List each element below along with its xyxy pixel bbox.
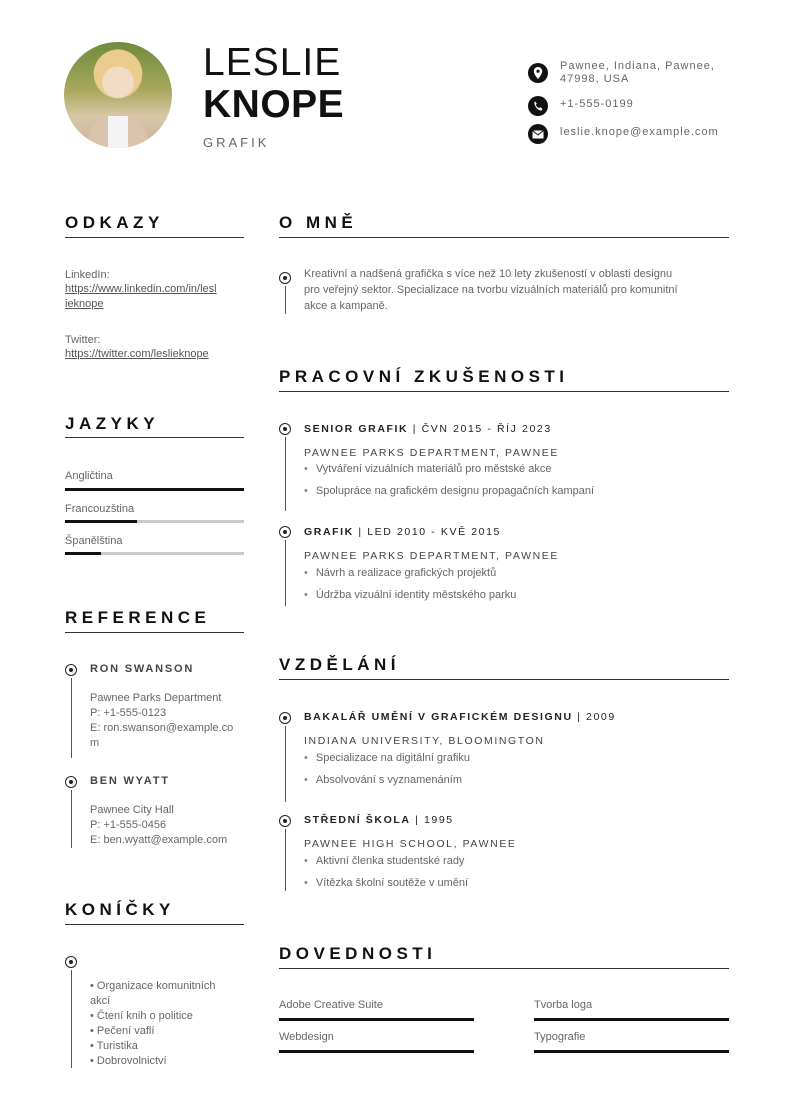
language-name: Španělština — [65, 535, 123, 547]
hobby-item: • Čtení knih o politice — [90, 1010, 193, 1022]
education-title-text: STŘEDNÍ ŠKOLA — [304, 814, 411, 826]
hobby-item: • Turistika — [90, 1040, 138, 1052]
timeline-dot — [279, 272, 291, 284]
language-name: Francouzština — [65, 503, 135, 515]
job-title — [304, 526, 501, 538]
experience-rule — [279, 391, 729, 392]
about-heading: O MNĚ — [279, 213, 358, 232]
skill-bar — [279, 1050, 474, 1053]
timeline-dot — [65, 776, 77, 788]
twitter-label: Twitter: — [65, 334, 101, 346]
timeline-line — [71, 970, 72, 1068]
phone-icon — [528, 96, 548, 116]
education-bullet: • Aktivní členka studentské rady — [304, 855, 464, 867]
about-rule — [279, 237, 729, 238]
job-title-text: GRAFIK — [304, 526, 354, 538]
job-bullet: • Návrh a realizace grafických projektů — [304, 567, 496, 579]
job-bullet: • Spolupráce na grafickém designu propagačních kampaní — [304, 485, 594, 497]
timeline-dot — [279, 423, 291, 435]
skill-name: Tvorba loga — [534, 999, 593, 1011]
education-title — [304, 711, 616, 723]
profile-photo — [64, 42, 172, 148]
education-bullet: • Specializace na digitální grafiku — [304, 752, 470, 764]
experience-heading: PRACOVNÍ ZKUŠENOSTI — [279, 367, 569, 386]
reference-org: Pawnee City Hall — [90, 804, 174, 816]
reference-email: E: ron.swanson@example.co — [90, 722, 234, 734]
timeline-dot — [279, 712, 291, 724]
hobbies-rule — [65, 924, 244, 925]
skill-bar — [279, 1018, 474, 1021]
job-bullet: • Údržba vizuální identity městského parku — [304, 589, 516, 601]
hobbies-heading: KONÍČKY — [65, 900, 175, 919]
timeline-line — [285, 829, 286, 891]
timeline-line — [285, 726, 286, 802]
contact-phone: +1-555-0199 — [560, 98, 634, 110]
job-title-text: SENIOR GRAFIK — [304, 423, 409, 435]
education-org: INDIANA UNIVERSITY, BLOOMINGTON — [304, 735, 545, 747]
language-name: Angličtina — [65, 470, 113, 482]
timeline-dot — [65, 664, 77, 676]
job-org: PAWNEE PARKS DEPARTMENT, PAWNEE — [304, 447, 559, 459]
email-icon — [528, 124, 548, 144]
job-role: GRAFIK — [203, 135, 270, 150]
skills-heading: DOVEDNOSTI — [279, 944, 437, 963]
contact-address: Pawnee, Indiana, Pawnee, 47998, USA — [560, 60, 715, 85]
skill-name: Adobe Creative Suite — [279, 999, 383, 1011]
hobby-item: akcí — [90, 995, 111, 1007]
education-title-text: BAKALÁŘ UMĚNÍ V GRAFICKÉM DESIGNU — [304, 711, 573, 723]
skill-name: Webdesign — [279, 1031, 334, 1043]
twitter-link[interactable]: https://twitter.com/leslieknope — [65, 348, 209, 360]
language-bar — [65, 488, 244, 491]
skills-rule — [279, 968, 729, 969]
language-bar — [65, 520, 244, 523]
languages-heading: JAZYKY — [65, 414, 160, 433]
timeline-dot — [279, 815, 291, 827]
contact-email: leslie.knope@example.com — [560, 126, 719, 138]
skill-bar — [534, 1050, 729, 1053]
last-name: KNOPE — [203, 83, 345, 126]
education-bullet: • Absolvování s vyznamenáním — [304, 774, 462, 786]
job-dates: | LED 2010 - KVĚ 2015 — [358, 526, 501, 538]
linkedin-label: LinkedIn: — [65, 269, 110, 281]
timeline-line — [71, 790, 72, 848]
timeline-line — [285, 540, 286, 606]
location-pin-icon — [528, 63, 548, 83]
job-dates: | ČVN 2015 - ŘÍJ 2023 — [412, 423, 552, 435]
reference-phone: P: +1-555-0456 — [90, 819, 167, 831]
education-rule — [279, 679, 729, 680]
skill-bar — [534, 1018, 729, 1021]
hobby-item: • Pečení vaflí — [90, 1025, 155, 1037]
first-name: LESLIE — [203, 41, 342, 84]
reference-name: RON SWANSON — [90, 663, 195, 675]
timeline-dot — [279, 526, 291, 538]
education-title — [304, 814, 454, 826]
education-org: PAWNEE HIGH SCHOOL, PAWNEE — [304, 838, 517, 850]
reference-phone: P: +1-555-0123 — [90, 707, 167, 719]
job-org: PAWNEE PARKS DEPARTMENT, PAWNEE — [304, 550, 559, 562]
education-dates: | 2009 — [577, 711, 616, 723]
reference-name: BEN WYATT — [90, 775, 170, 787]
timeline-dot — [65, 956, 77, 968]
about-text: pro veřejný sektor. Specializace na tvorbu vizuálních materiálů pro komunitní — [304, 284, 678, 296]
hobby-item: • Organizace komunitních — [90, 980, 216, 992]
education-bullet: • Vítězka školní soutěže v umění — [304, 877, 468, 889]
job-title — [304, 423, 552, 435]
timeline-line — [71, 678, 72, 758]
timeline-line — [285, 437, 286, 511]
timeline-line — [285, 286, 286, 314]
links-heading: ODKAZY — [65, 213, 164, 232]
about-text: Kreativní a nadšená grafička s více než 10 lety zkušeností v oblasti designu — [304, 268, 673, 280]
education-dates: | 1995 — [415, 814, 454, 826]
references-heading: REFERENCE — [65, 608, 211, 627]
language-bar — [65, 552, 244, 555]
skill-name: Typografie — [534, 1031, 586, 1043]
reference-email-cont: m — [90, 737, 100, 749]
about-text: akce a kampaně. — [304, 300, 388, 312]
links-rule — [65, 237, 244, 238]
job-bullet: • Vytváření vizuálních materiálů pro městské akce — [304, 463, 551, 475]
languages-rule — [65, 437, 244, 438]
references-rule — [65, 632, 244, 633]
hobby-item: • Dobrovolnictví — [90, 1055, 167, 1067]
education-heading: VZDĚLÁNÍ — [279, 655, 400, 674]
reference-org: Pawnee Parks Department — [90, 692, 222, 704]
linkedin-link-cont[interactable]: ieknope — [65, 298, 104, 310]
reference-email: E: ben.wyatt@example.com — [90, 834, 228, 846]
linkedin-link[interactable]: https://www.linkedin.com/in/lesl — [65, 283, 217, 295]
